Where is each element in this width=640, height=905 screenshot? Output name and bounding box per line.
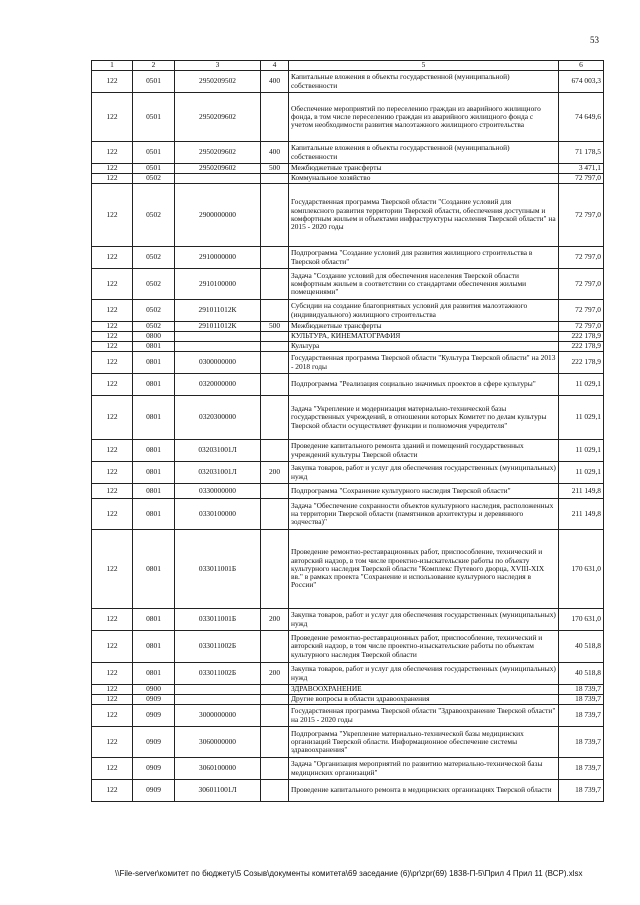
cell-description: Задача "Обеспечение сохранности объектов культурного наследия, расположенных на территории Тверской области (памятников архитектуры и деревянного зодчества)"	[289, 499, 559, 530]
cell-amount: 11 029,1	[559, 462, 604, 484]
cell-amount: 3 471,1	[559, 164, 604, 174]
cell-description: Обеспечение мероприятий по переселению граждан из аварийного жилищного фонда, в том числе переселению граждан из аварийного жилищного фонда с учетом необходимости развития малоэтажного жилищного строительства	[289, 93, 559, 142]
cell-expense-type	[261, 758, 289, 780]
cell-amount: 74 649,6	[559, 93, 604, 142]
page-number: 53	[590, 35, 599, 45]
cell-expense-type	[261, 484, 289, 499]
cell-target-code: 0320300000	[175, 396, 261, 440]
cell-target-code	[175, 685, 261, 695]
table-row	[92, 727, 604, 758]
cell-section-code: 0909	[133, 705, 175, 727]
cell-amount: 18 739,7	[559, 685, 604, 695]
cell-admin-code: 122	[92, 247, 133, 269]
cell-section-code: 0801	[133, 609, 175, 631]
cell-amount: 170 631,0	[559, 530, 604, 609]
cell-admin-code: 122	[92, 342, 133, 352]
cell-amount: 18 739,7	[559, 758, 604, 780]
cell-description: Капитальные вложения в объекты государственной (муниципальной) собственности	[289, 142, 559, 164]
cell-target-code: 3000000000	[175, 705, 261, 727]
column-header: 3	[175, 61, 261, 71]
table-row	[92, 440, 604, 462]
cell-section-code: 0801	[133, 499, 175, 530]
cell-expense-type	[261, 530, 289, 609]
cell-expense-type	[261, 374, 289, 396]
table-row	[92, 269, 604, 300]
cell-expense-type	[261, 300, 289, 322]
cell-target-code: 033011002Б	[175, 631, 261, 663]
cell-section-code: 0801	[133, 440, 175, 462]
cell-amount: 72 797,0	[559, 322, 604, 332]
cell-section-code: 0501	[133, 142, 175, 164]
table-row	[92, 530, 604, 609]
cell-expense-type	[261, 685, 289, 695]
cell-amount: 72 797,0	[559, 247, 604, 269]
cell-amount: 72 797,0	[559, 174, 604, 184]
cell-expense-type	[261, 695, 289, 705]
cell-expense-type	[261, 247, 289, 269]
cell-description: КУЛЬТУРА, КИНЕМАТОГРАФИЯ	[289, 332, 559, 342]
cell-description: Задача "Создание условий для обеспечения населения Тверской области комфортным жильем в соответствии со стандартами обеспечения жилыми помещениями"	[289, 269, 559, 300]
cell-section-code: 0502	[133, 300, 175, 322]
table-row	[92, 695, 604, 705]
cell-description: Задача "Организация мероприятий по развитию материально-технической базы медицинских организаций"	[289, 758, 559, 780]
table-row	[92, 342, 604, 352]
cell-section-code: 0909	[133, 695, 175, 705]
cell-amount: 72 797,0	[559, 184, 604, 247]
cell-admin-code: 122	[92, 352, 133, 374]
table-row	[92, 462, 604, 484]
cell-admin-code: 122	[92, 93, 133, 142]
table-row	[92, 142, 604, 164]
cell-amount: 222 178,9	[559, 342, 604, 352]
column-header: 5	[289, 61, 559, 71]
cell-target-code: 033011001Б	[175, 609, 261, 631]
cell-description: Другие вопросы в области здравоохранения	[289, 695, 559, 705]
cell-section-code: 0801	[133, 663, 175, 685]
cell-amount: 72 797,0	[559, 300, 604, 322]
cell-description: Задача "Укрепление и модернизация материально-технической базы государственных учреждений, в отношении которых Комитет по делам культуры Тверской области осуществляет функции и полномочия учредителя"	[289, 396, 559, 440]
cell-description: Государственная программа Тверской области "Здравоохранение Тверской области" на 2015 - 2020 годы	[289, 705, 559, 727]
table-row	[92, 663, 604, 685]
cell-amount: 211 149,8	[559, 499, 604, 530]
cell-description: ЗДРАВООХРАНЕНИЕ	[289, 685, 559, 695]
cell-amount: 211 149,8	[559, 484, 604, 499]
table-row	[92, 780, 604, 802]
cell-amount: 72 797,0	[559, 269, 604, 300]
table-row	[92, 396, 604, 440]
cell-description: Межбюджетные трансферты	[289, 164, 559, 174]
cell-description: Культура	[289, 342, 559, 352]
cell-amount: 11 029,1	[559, 440, 604, 462]
cell-admin-code: 122	[92, 300, 133, 322]
cell-admin-code: 122	[92, 440, 133, 462]
cell-admin-code: 122	[92, 484, 133, 499]
cell-section-code: 0909	[133, 727, 175, 758]
cell-amount: 18 739,7	[559, 780, 604, 802]
table-row	[92, 164, 604, 174]
cell-expense-type	[261, 396, 289, 440]
cell-admin-code: 122	[92, 663, 133, 685]
cell-expense-type	[261, 174, 289, 184]
cell-admin-code: 122	[92, 462, 133, 484]
cell-section-code: 0502	[133, 184, 175, 247]
header-row	[92, 61, 604, 71]
cell-expense-type	[261, 440, 289, 462]
cell-description: Коммунальное хозяйство	[289, 174, 559, 184]
cell-section-code: 0801	[133, 352, 175, 374]
table-row	[92, 300, 604, 322]
cell-amount: 11 029,1	[559, 396, 604, 440]
column-header: 6	[559, 61, 604, 71]
cell-admin-code: 122	[92, 530, 133, 609]
cell-admin-code: 122	[92, 705, 133, 727]
table-row	[92, 631, 604, 663]
cell-section-code: 0801	[133, 631, 175, 663]
table-row	[92, 247, 604, 269]
cell-section-code: 0900	[133, 685, 175, 695]
cell-target-code: 2950209602	[175, 93, 261, 142]
cell-description: Капитальные вложения в объекты государственной (муниципальной) собственности	[289, 71, 559, 93]
cell-expense-type	[261, 631, 289, 663]
cell-target-code	[175, 174, 261, 184]
cell-target-code: 033011002Б	[175, 663, 261, 685]
table-row	[92, 758, 604, 780]
cell-amount: 170 631,0	[559, 609, 604, 631]
cell-target-code: 2900000000	[175, 184, 261, 247]
cell-target-code: 033011001Б	[175, 530, 261, 609]
cell-admin-code: 122	[92, 631, 133, 663]
cell-section-code: 0801	[133, 374, 175, 396]
cell-expense-type	[261, 780, 289, 802]
cell-section-code: 0801	[133, 396, 175, 440]
cell-section-code: 0909	[133, 758, 175, 780]
cell-description: Государственная программа Тверской области "Культура Тверской области" на 2013 - 2018 годы	[289, 352, 559, 374]
table-row	[92, 184, 604, 247]
cell-amount: 674 003,3	[559, 71, 604, 93]
cell-description: Закупка товаров, работ и услуг для обеспечения государственных (муниципальных) нужд	[289, 663, 559, 685]
column-header: 4	[261, 61, 289, 71]
cell-section-code: 0502	[133, 174, 175, 184]
table-row	[92, 484, 604, 499]
cell-section-code: 0801	[133, 530, 175, 609]
cell-expense-type	[261, 342, 289, 352]
cell-target-code: 2950209502	[175, 71, 261, 93]
cell-admin-code: 122	[92, 142, 133, 164]
cell-expense-type	[261, 727, 289, 758]
cell-target-code: 032031001Л	[175, 440, 261, 462]
cell-section-code: 0502	[133, 322, 175, 332]
cell-expense-type: 200	[261, 462, 289, 484]
cell-target-code: 3060000000	[175, 727, 261, 758]
cell-target-code: 3060100000	[175, 758, 261, 780]
cell-target-code: 291011012К	[175, 322, 261, 332]
cell-section-code: 0501	[133, 71, 175, 93]
cell-expense-type	[261, 93, 289, 142]
cell-target-code: 2950209602	[175, 142, 261, 164]
cell-amount: 40 518,8	[559, 631, 604, 663]
cell-admin-code: 122	[92, 780, 133, 802]
cell-description: Проведение капитального ремонта в медицинских организациях Тверской области	[289, 780, 559, 802]
cell-expense-type: 200	[261, 663, 289, 685]
cell-admin-code: 122	[92, 685, 133, 695]
cell-amount: 71 178,5	[559, 142, 604, 164]
cell-target-code: 306011001Л	[175, 780, 261, 802]
cell-expense-type	[261, 184, 289, 247]
table-row	[92, 332, 604, 342]
table-body	[92, 71, 604, 802]
cell-admin-code: 122	[92, 727, 133, 758]
cell-section-code: 0801	[133, 484, 175, 499]
cell-admin-code: 122	[92, 184, 133, 247]
cell-admin-code: 122	[92, 332, 133, 342]
cell-amount: 18 739,7	[559, 705, 604, 727]
cell-amount: 222 178,9	[559, 332, 604, 342]
cell-description: Субсидии на создание благоприятных условий для развития малоэтажного (индивидуального) жилищного строительства	[289, 300, 559, 322]
cell-description: Проведение капитального ремонта зданий и помещений государственных учреждений культуры Тверской области	[289, 440, 559, 462]
table-row	[92, 93, 604, 142]
cell-target-code: 032031001Л	[175, 462, 261, 484]
table-row	[92, 705, 604, 727]
cell-section-code: 0501	[133, 93, 175, 142]
cell-section-code: 0502	[133, 247, 175, 269]
cell-amount: 11 029,1	[559, 374, 604, 396]
table-row	[92, 609, 604, 631]
cell-admin-code: 122	[92, 758, 133, 780]
cell-expense-type	[261, 705, 289, 727]
cell-description: Закупка товаров, работ и услуг для обеспечения государственных (муниципальных) нужд	[289, 462, 559, 484]
cell-expense-type: 400	[261, 71, 289, 93]
cell-expense-type: 400	[261, 142, 289, 164]
cell-admin-code: 122	[92, 609, 133, 631]
cell-admin-code: 122	[92, 374, 133, 396]
cell-description: Проведение ремонтно-реставрационных работ, приспособление, технический и авторский надзор, в том числе проектно-изыскательские работы по объекту культурного наследия Тверской области "Комплекс Путевого дворца, XVIII-XIX вв." в рамках проекта "Сохранение и использование культурного наследия в России"	[289, 530, 559, 609]
cell-description: Межбюджетные трансферты	[289, 322, 559, 332]
cell-target-code: 0330000000	[175, 484, 261, 499]
table-row	[92, 71, 604, 93]
cell-target-code: 0330100000	[175, 499, 261, 530]
cell-section-code: 0801	[133, 462, 175, 484]
cell-expense-type	[261, 499, 289, 530]
cell-target-code	[175, 342, 261, 352]
cell-expense-type: 200	[261, 609, 289, 631]
cell-target-code: 0320000000	[175, 374, 261, 396]
cell-section-code: 0800	[133, 332, 175, 342]
cell-admin-code: 122	[92, 164, 133, 174]
budget-table	[91, 60, 604, 802]
cell-expense-type	[261, 352, 289, 374]
cell-target-code: 2950209602	[175, 164, 261, 174]
cell-admin-code: 122	[92, 695, 133, 705]
table-row	[92, 374, 604, 396]
cell-description: Подпрограмма "Создание условий для развития жилищного строительства в Тверской области"	[289, 247, 559, 269]
cell-admin-code: 122	[92, 269, 133, 300]
cell-target-code	[175, 695, 261, 705]
cell-description: Подпрограмма "Сохранение культурного наследия Тверской области"	[289, 484, 559, 499]
cell-admin-code: 122	[92, 396, 133, 440]
cell-target-code	[175, 332, 261, 342]
cell-description: Проведение ремонтно-реставрационных работ, приспособление, технический и авторский надзор, в том числе проектно-изыскательские работы по объектам культурного наследия Тверской области	[289, 631, 559, 663]
cell-amount: 18 739,7	[559, 695, 604, 705]
cell-expense-type	[261, 269, 289, 300]
cell-target-code: 0300000000	[175, 352, 261, 374]
cell-admin-code: 122	[92, 174, 133, 184]
cell-description: Закупка товаров, работ и услуг для обеспечения государственных (муниципальных) нужд	[289, 609, 559, 631]
cell-target-code: 2910000000	[175, 247, 261, 269]
cell-description: Государственная программа Тверской области "Создание условий для комплексного развития территории Тверской области, обеспечения доступным и комфортным жильем и объектами инфраструктуры населения Тверской области" на 2015 - 2020 годы	[289, 184, 559, 247]
cell-expense-type: 500	[261, 322, 289, 332]
table-row	[92, 499, 604, 530]
cell-expense-type	[261, 332, 289, 342]
table-row	[92, 322, 604, 332]
cell-amount: 18 739,7	[559, 727, 604, 758]
cell-target-code: 291011012К	[175, 300, 261, 322]
cell-section-code: 0801	[133, 342, 175, 352]
column-header: 2	[133, 61, 175, 71]
column-header: 1	[92, 61, 133, 71]
cell-description: Подпрограмма "Реализация социально значимых проектов в сфере культуры"	[289, 374, 559, 396]
cell-section-code: 0501	[133, 164, 175, 174]
cell-section-code: 0502	[133, 269, 175, 300]
cell-admin-code: 122	[92, 322, 133, 332]
cell-target-code: 2910100000	[175, 269, 261, 300]
cell-amount: 40 518,8	[559, 663, 604, 685]
table-row	[92, 174, 604, 184]
table-row	[92, 685, 604, 695]
cell-admin-code: 122	[92, 71, 133, 93]
table-row	[92, 352, 604, 374]
cell-amount: 222 178,9	[559, 352, 604, 374]
cell-expense-type: 500	[261, 164, 289, 174]
file-path-footer: \\File-server\комитет по бюджету\5 Созыв\документы комитета\69 заседание (6)\pr\zpr(69) 1838-П-5\Прил 4 Прил 11 (ВСР).xlsx	[115, 869, 583, 878]
cell-admin-code: 122	[92, 499, 133, 530]
cell-section-code: 0909	[133, 780, 175, 802]
cell-description: Подпрограмма "Укрепление материально-технической базы медицинских организаций Тверской области. Информационное обеспечение системы здравоохранения"	[289, 727, 559, 758]
